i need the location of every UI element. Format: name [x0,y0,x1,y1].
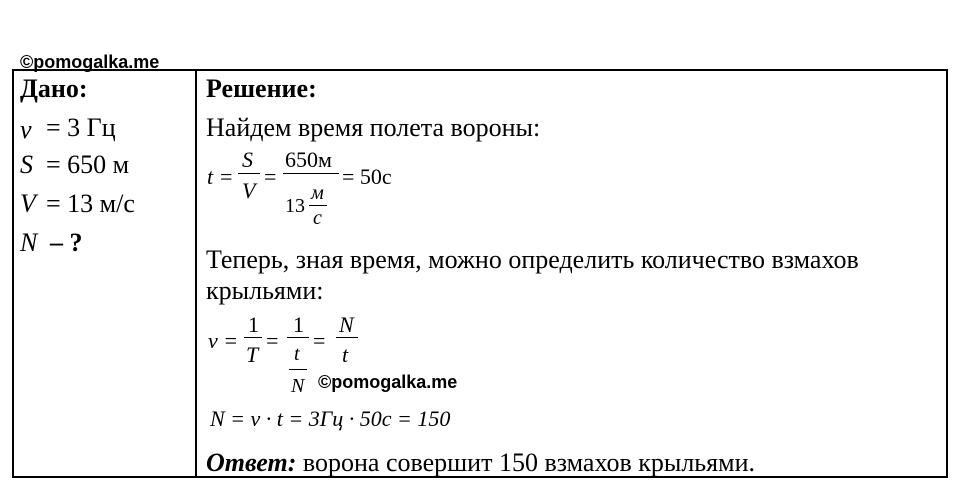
given-symbol: ν [20,115,32,144]
answer-line [206,450,755,476]
given-symbol: V [20,189,36,218]
fraction-bar [238,173,260,174]
fraction-denominator: V [242,178,256,203]
fraction-numerator: 1 [293,312,304,337]
solution-line-1: Найдем время полета вороны: [206,113,541,142]
given-symbol: N [20,228,38,257]
fraction-bar [283,173,339,174]
solution-line-2: Теперь, зная время, можно определить количество взмахов [206,245,859,274]
fraction-bar [289,369,307,370]
given-value: = 650 м [46,150,130,179]
unit-numerator: м [311,182,324,204]
fraction-denominator: T [246,342,259,367]
given-symbol: S [20,150,33,179]
formula-lhs: ν = [208,328,239,353]
fraction-numerator: 650м [285,147,332,172]
unit-denominator: с [313,207,322,229]
given-value: = 13 м/с [46,189,135,218]
formula-count: N = ν · t = 3Гц · 50с = 150 [210,406,451,431]
formula-lhs: t = [207,164,234,189]
solution-line-3: крыльями: [206,276,324,305]
fraction-bar [244,337,262,338]
formula-result: = 50с [342,164,392,189]
formula-equals: = [264,164,277,189]
fraction-numerator: 1 [248,312,259,337]
watermark-middle: ©pomogalka.me [318,372,458,392]
formula-equals: = [313,328,326,353]
fraction-denominator: t [342,342,349,367]
fraction-bar [287,337,309,338]
given-header: Дано: [20,74,88,103]
fraction-numerator: N [339,312,354,337]
solution-header: Решение: [206,74,317,103]
formula-equals: = [266,328,279,353]
inner-denominator: N [291,375,305,397]
answer-label: Ответ: [206,448,297,477]
fraction-bar [309,205,327,206]
fraction-bar [336,337,358,338]
answer-text: ворона совершит 150 взмахов крыльями. [296,448,755,477]
fraction-numerator: S [242,147,253,172]
fraction-denominator: 13 [285,195,305,217]
given-value: – ? [50,228,83,257]
given-value: = 3 Гц [46,113,116,142]
watermark-top: ©pomogalka.me [20,52,160,72]
inner-numerator: t [294,343,300,365]
